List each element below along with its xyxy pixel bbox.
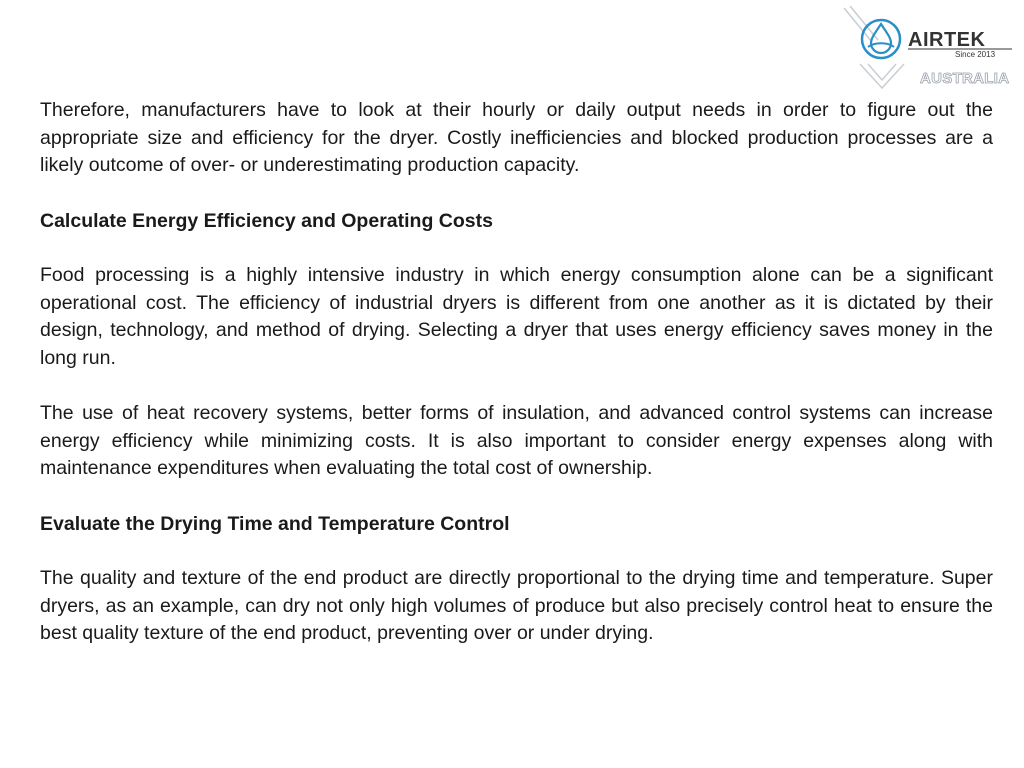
heading-energy-efficiency: Calculate Energy Efficiency and Operating Costs (40, 209, 493, 232)
paragraph-heat-recovery: The use of heat recovery systems, better forms of insulation, and advanced control systems can increase energy efficiency while minimizing costs. It is also important to consider energy expenses along with maintenance expenditures when evaluating the total cost of ownership. (40, 402, 993, 479)
paragraph-food-processing: Food processing is a highly intensive industry in which energy consumption alone can be a significant operational cost. The efficiency of industrial dryers is different from one another as it is dictated by their design, technology, and method of drying. Selecting a dryer that uses energy efficiency saves money in the long run. (40, 264, 993, 369)
heading-drying-time: Evaluate the Drying Time and Temperature Control (40, 512, 510, 535)
logo-since: Since 2013 (955, 50, 996, 59)
logo-country: AUSTRALIA (920, 70, 1010, 87)
document-body (40, 97, 993, 676)
paragraph-quality-texture: The quality and texture of the end product are directly proportional to the drying time and temperature. Super dryers, as an example, can dry not only high volumes of produce but also precisely control heat to ensure the best quality texture of the end product, preventing over or under drying. (40, 567, 993, 644)
logo-name: AIRTEK (908, 29, 986, 51)
airtek-logo (842, 4, 1024, 90)
paragraph-output-needs: Therefore, manufacturers have to look at their hourly or daily output needs in order to figure out the appropriate size and efficiency for the dryer. Costly inefficiencies and blocked production processes are a likely outcome of over- or underestimating production capacity. (40, 99, 993, 176)
